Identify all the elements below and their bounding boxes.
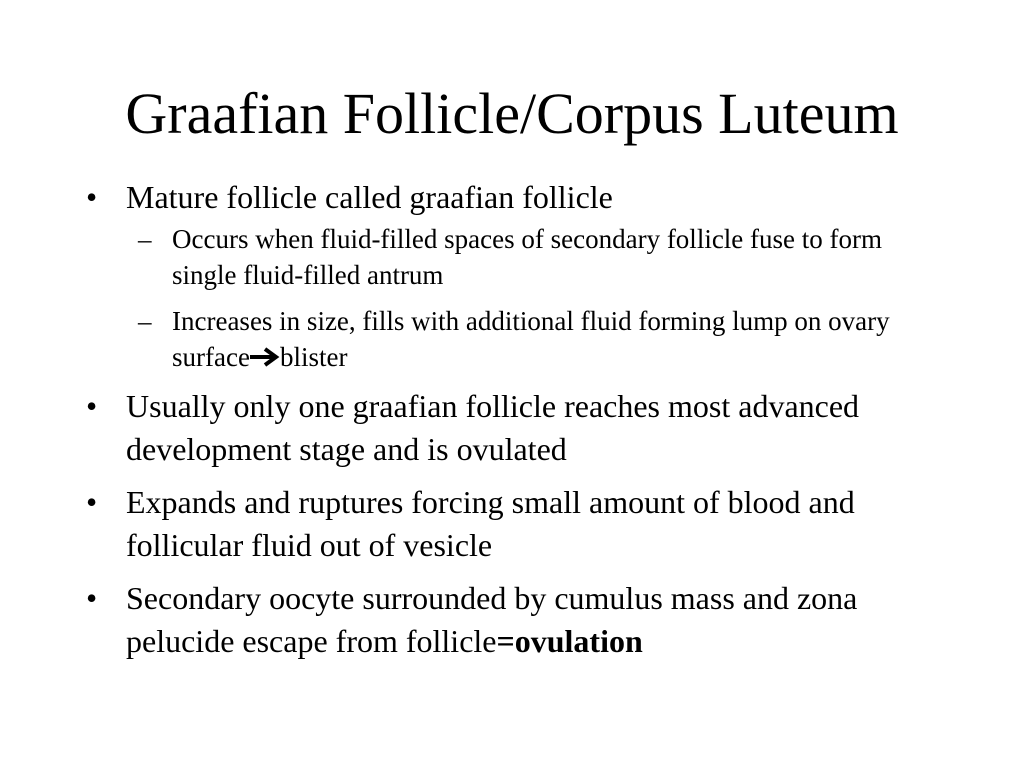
sub-bullet-text: Occurs when fluid-filled spaces of secondary follicle fuse to form single fluid-filled antrum	[172, 224, 883, 290]
sub-bullet-marker: –	[138, 306, 152, 336]
sub-bullet-marker: –	[138, 224, 152, 254]
sub-bullet-text: Increases in size, fills with additional fluid forming lump on ovary surface	[172, 306, 890, 372]
bullet-item	[82, 481, 942, 567]
sub-bullet-item	[126, 303, 942, 375]
bullet-text: Expands and ruptures forcing small amount of blood and follicular fluid out of vesicle	[126, 484, 855, 563]
ovulation-bold-text: =ovulation	[496, 623, 643, 659]
bullet-marker: •	[86, 179, 98, 215]
sub-bullet-text-suffix: blister	[279, 342, 348, 372]
bullet-item	[82, 577, 942, 663]
bullet-marker: •	[86, 484, 98, 520]
sub-bullet-item	[126, 221, 942, 293]
bullet-marker: •	[86, 388, 98, 424]
sub-bullet-list	[126, 221, 942, 375]
slide-title: Graafian Follicle/Corpus Luteum	[125, 81, 899, 146]
bullet-marker: •	[86, 580, 98, 616]
bullet-text: Secondary oocyte surrounded by cumulus mass and zona pelucide escape from follicle	[126, 580, 858, 659]
bullet-text: Usually only one graafian follicle reaches most advanced development stage and is ovulated	[126, 388, 860, 467]
bullet-item	[82, 385, 942, 471]
right-arrow-icon	[250, 346, 280, 368]
bullet-text: Mature follicle called graafian follicle	[126, 179, 613, 215]
bullet-item	[82, 176, 942, 375]
bullet-list	[82, 176, 942, 673]
